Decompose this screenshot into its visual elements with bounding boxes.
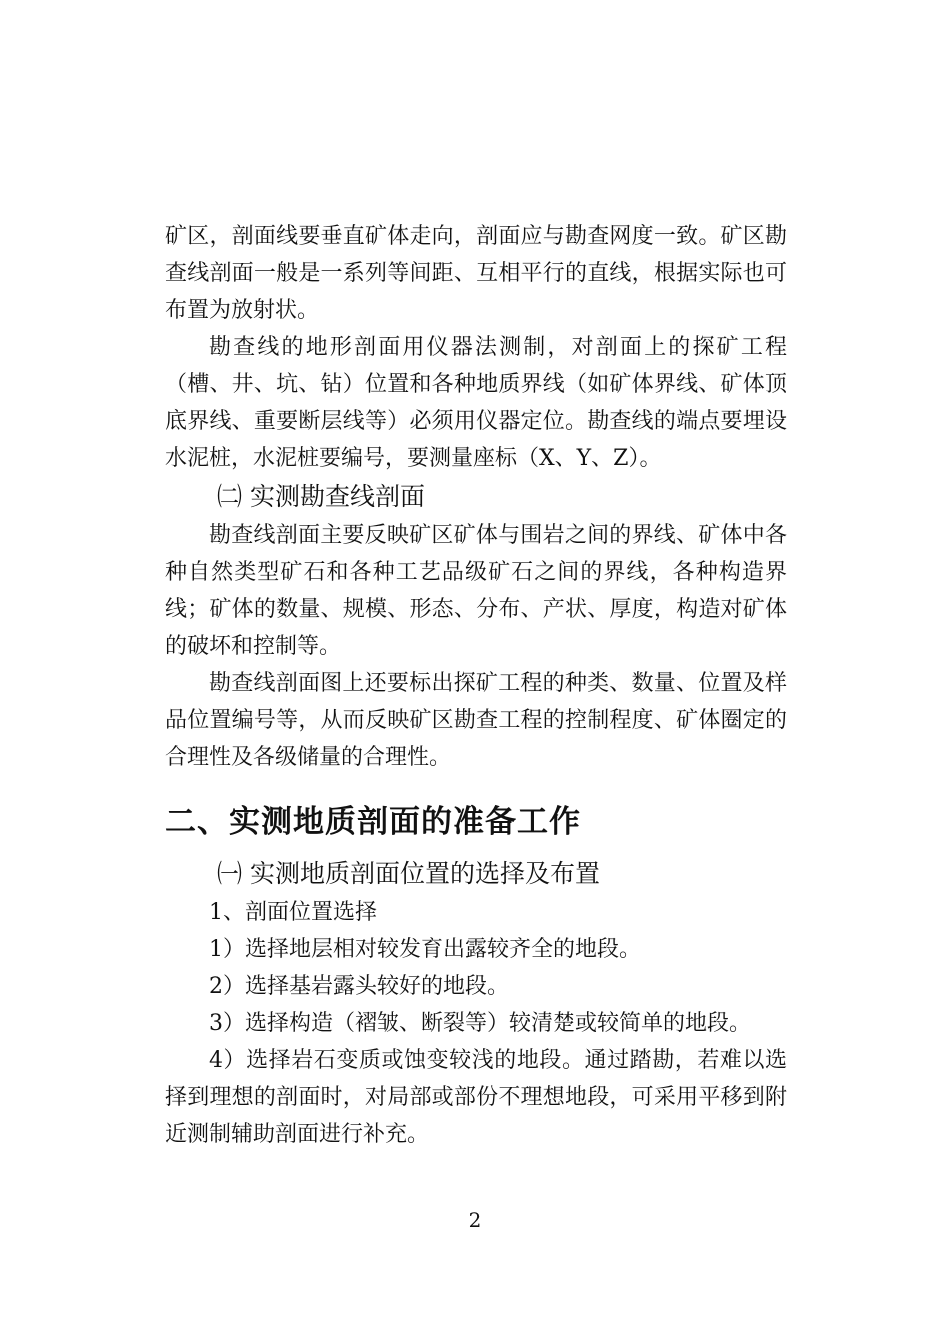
list-item: 3）选择构造（褶皱、断裂等）较清楚或较简单的地段。: [209, 1011, 751, 1036]
list-item: 2）选择基岩露头较好的地段。: [209, 974, 509, 999]
page-number: 2: [468, 1208, 482, 1232]
paragraph-profile-content: 勘查线剖面主要反映矿区矿体与围岩之间的界线、矿体中各种自然类型矿石和各种工艺品级矿石之间的界线，各种构造界线；矿体的数量、规模、形态、分布、产状、厚度，构造对矿体的破坏和控制等。: [165, 523, 787, 659]
paragraph-item-4: 4）选择岩石变质或蚀变较浅的地段。通过踏勘，若难以选择到理想的剖面时，对局部或部份不理想地段，可采用平移到附近测制辅助剖面进行补充。: [165, 1048, 787, 1147]
list-item: 1）选择地层相对较发育出露较齐全的地段。: [209, 937, 641, 962]
paragraph-terrain-profile: 勘查线的地形剖面用仪器法测制，对剖面上的探矿工程（槽、井、坑、钻）位置和各种地质界线（如矿体界线、矿体顶底界线、重要断层线等）必须用仪器定位。勘查线的端点要埋设水泥桩，水泥桩要编号，要测量座标（X、Y、Z）。: [165, 335, 787, 471]
paragraph-survey-line-layout: 矿区，剖面线要垂直矿体走向，剖面应与勘查网度一致。矿区勘查线剖面一般是一系列等间距、互相平行的直线，根据实际也可布置为放射状。: [165, 224, 787, 323]
subheading-measured-survey-profile: ㈡ 实测勘查线剖面: [217, 482, 425, 511]
page-content: [165, 218, 787, 1153]
subheading-location-selection: ㈠ 实测地质剖面位置的选择及布置: [217, 859, 600, 888]
section-heading-preparation: 二、实测地质剖面的准备工作: [165, 804, 581, 840]
paragraph-profile-map-marks: 勘查线剖面图上还要标出探矿工程的种类、数量、位置及样品位置编号等，从而反映矿区勘查工程的控制程度、矿体圈定的合理性及各级储量的合理性。: [165, 671, 787, 770]
list-title: 1、剖面位置选择: [209, 900, 377, 925]
